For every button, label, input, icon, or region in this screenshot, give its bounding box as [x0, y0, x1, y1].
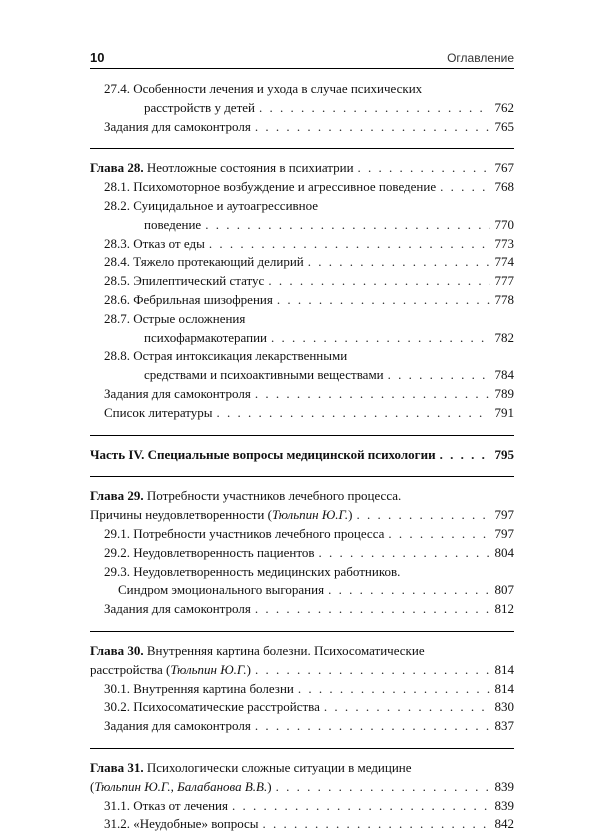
toc-line	[90, 642, 514, 661]
toc-entry-text: 29.2. Неудовлетворенность пациентов	[104, 544, 315, 560]
toc-entry-text: 28.8. Острая интоксикация лекарственными	[104, 348, 348, 364]
author-name: Тюльпин Ю.Г., Балабанова В.В.	[94, 778, 268, 794]
toc-page-number: 774	[494, 254, 514, 270]
toc-page-number: 804	[494, 544, 514, 560]
author-name: Тюльпин Ю.Г.	[170, 661, 247, 677]
toc-line	[90, 680, 514, 699]
dot-leader	[388, 366, 490, 385]
toc-line	[90, 581, 514, 600]
toc-entry-text: 29.3. Неудовлетворенность медицинских работников.	[104, 563, 401, 579]
toc-line	[90, 366, 514, 385]
toc-entry-text: психофармакотерапии	[144, 329, 267, 345]
toc-page-number: 795	[494, 446, 514, 462]
toc-page-number: 770	[494, 216, 514, 232]
toc-line	[90, 272, 514, 291]
toc-line	[90, 197, 514, 216]
dot-leader	[324, 698, 490, 717]
toc-entry-text	[90, 661, 251, 680]
dot-leader	[277, 291, 490, 310]
dot-leader	[308, 253, 490, 272]
dot-leader	[232, 797, 490, 816]
chapter-label: Глава 30.	[90, 642, 144, 658]
chapter-label: Глава 28.	[90, 160, 144, 176]
toc-entry-text	[90, 642, 425, 661]
text-fragment: (	[90, 778, 95, 794]
toc-entry-text: Задания для самоконтроля	[104, 118, 251, 134]
text-fragment: Причины неудовлетворенности (	[90, 507, 272, 523]
dot-leader	[357, 506, 490, 525]
toc-group-chapter-30	[90, 631, 514, 742]
toc-entry-text: Список литературы	[104, 404, 213, 420]
toc-entry-text: 30.2. Психосоматические расстройства	[104, 699, 320, 715]
toc-entry-text	[90, 159, 354, 178]
toc-entry-text	[90, 759, 412, 778]
toc-entry-text: расстройств у детей	[144, 99, 255, 115]
toc-page-number: 839	[494, 778, 514, 794]
toc-entry-text	[90, 487, 401, 506]
toc-page-number: 807	[494, 582, 514, 598]
text-fragment: )	[246, 661, 251, 677]
toc-page-number: 797	[494, 507, 514, 523]
toc-page-number: 777	[494, 273, 514, 289]
chapter-label: Глава 31.	[90, 759, 144, 775]
toc-line	[90, 329, 514, 348]
toc-entry-text: Синдром эмоционального выгорания	[118, 582, 325, 598]
toc-page-number: 839	[494, 797, 514, 813]
dot-leader	[319, 544, 491, 563]
toc-page-number: 837	[494, 718, 514, 734]
toc-page-number: 830	[494, 699, 514, 715]
toc-group-chapter-29	[90, 476, 514, 625]
dot-leader	[217, 404, 491, 423]
dot-leader	[358, 159, 490, 178]
toc-entry-text: 28.4. Тяжело протекающий делирий	[104, 254, 304, 270]
toc-entry-text: 29.1. Потребности участников лечебного процесса	[104, 525, 385, 541]
dot-leader	[263, 815, 490, 834]
toc-entry-text: поведение	[144, 216, 202, 232]
toc-line	[90, 235, 514, 254]
text-fragment: )	[267, 778, 272, 794]
toc-line	[90, 178, 514, 197]
toc-page-number: 765	[494, 118, 514, 134]
toc-page-number: 842	[494, 816, 514, 832]
toc-line	[90, 404, 514, 423]
chapter-title: Психологически сложные ситуации в медицине	[143, 759, 412, 775]
chapter-label: Глава 29.	[90, 488, 144, 504]
toc-line	[90, 600, 514, 619]
toc-line	[90, 717, 514, 736]
toc-line	[90, 797, 514, 816]
toc-entry-text: Задания для самоконтроля	[104, 601, 251, 617]
dot-leader	[255, 717, 490, 736]
toc-line	[90, 291, 514, 310]
toc-page-number: 789	[494, 385, 514, 401]
toc-line	[90, 525, 514, 544]
toc-line	[90, 759, 514, 778]
toc-page-number: 768	[494, 179, 514, 195]
toc-line	[90, 80, 514, 99]
toc-page-number: 812	[494, 601, 514, 617]
toc-page-number: 778	[494, 291, 514, 307]
toc-group-chapter-31	[90, 748, 514, 840]
toc-entry-text: Задания для самоконтроля	[104, 718, 251, 734]
toc-entry-text: 27.4. Особенности лечения и ухода в случае психических	[104, 81, 423, 96]
toc-page-number: 782	[494, 329, 514, 345]
toc-line	[90, 216, 514, 235]
dot-leader	[209, 235, 490, 254]
toc-group-part-4	[90, 435, 514, 471]
chapter-title: Внутренняя картина болезни. Психосоматические	[143, 642, 425, 658]
dot-leader	[205, 216, 490, 235]
table-of-contents	[90, 76, 514, 840]
toc-entry-text: 28.7. Острые осложнения	[104, 310, 246, 326]
toc-entry-text: Задания для самоконтроля	[104, 385, 251, 401]
toc-entry-text: 28.6. Фебрильная шизофрения	[104, 291, 273, 307]
toc-line	[90, 506, 514, 525]
toc-entry-text: 28.2. Суицидальное и аутоагрессивное	[104, 197, 319, 213]
dot-leader	[268, 272, 490, 291]
toc-page-number: 767	[494, 160, 514, 176]
dot-leader	[298, 680, 490, 699]
toc-line	[90, 99, 514, 118]
dot-leader	[328, 581, 490, 600]
toc-group-chapter-28	[90, 148, 514, 428]
toc-group-chapter-27-tail	[90, 76, 514, 142]
text-fragment: )	[348, 507, 353, 523]
toc-entry-text	[90, 506, 353, 525]
toc-page-number: 814	[494, 661, 514, 677]
toc-line	[90, 487, 514, 506]
text-fragment: расстройства (	[90, 661, 171, 677]
dot-leader	[255, 385, 490, 404]
chapter-title: Потребности участников лечебного процесса.	[143, 488, 402, 504]
toc-line	[90, 815, 514, 834]
toc-line	[90, 698, 514, 717]
toc-line	[90, 563, 514, 582]
toc-line	[90, 778, 514, 797]
toc-page-number: 762	[494, 99, 514, 115]
toc-line	[90, 253, 514, 272]
toc-line	[90, 446, 514, 465]
toc-line	[90, 385, 514, 404]
toc-entry-text: 28.3. Отказ от еды	[104, 235, 205, 251]
toc-page-number: 791	[494, 404, 514, 420]
toc-entry-text: 31.1. Отказ от лечения	[104, 797, 228, 813]
toc-entry-text: средствами и психоактивными веществами	[144, 367, 384, 383]
toc-line	[90, 347, 514, 366]
toc-page-number: 797	[494, 525, 514, 541]
toc-entry-text: 30.1. Внутренняя картина болезни	[104, 680, 294, 696]
toc-page-number: 814	[494, 680, 514, 696]
page-number: 10	[90, 50, 105, 65]
dot-leader	[276, 778, 490, 797]
toc-line	[90, 310, 514, 329]
dot-leader	[255, 600, 490, 619]
toc-line	[90, 544, 514, 563]
toc-entry-text: 28.1. Психомоторное возбуждение и агрессивное поведение	[104, 179, 437, 195]
dot-leader	[440, 446, 490, 465]
dot-leader	[259, 99, 490, 118]
toc-page-number: 773	[494, 235, 514, 251]
dot-leader	[271, 329, 490, 348]
toc-entry-text	[90, 778, 272, 797]
dot-leader	[440, 178, 490, 197]
chapter-title: Неотложные состояния в психиатрии	[143, 160, 354, 176]
toc-line	[90, 661, 514, 680]
toc-page-number: 784	[494, 367, 514, 383]
dot-leader	[255, 118, 490, 137]
toc-entry-text: 31.2. «Неудобные» вопросы	[104, 816, 259, 832]
dot-leader	[255, 661, 490, 680]
toc-entry-text: 28.5. Эпилептический статус	[104, 273, 265, 289]
toc-line	[90, 159, 514, 178]
author-name: Тюльпин Ю.Г.	[271, 507, 349, 523]
toc-line	[90, 118, 514, 137]
part-title: Часть IV. Специальные вопросы медицинской психологии	[90, 446, 436, 462]
header-rule	[90, 68, 514, 69]
running-title: Оглавление	[447, 51, 514, 65]
dot-leader	[388, 525, 490, 544]
page-header	[90, 45, 514, 65]
